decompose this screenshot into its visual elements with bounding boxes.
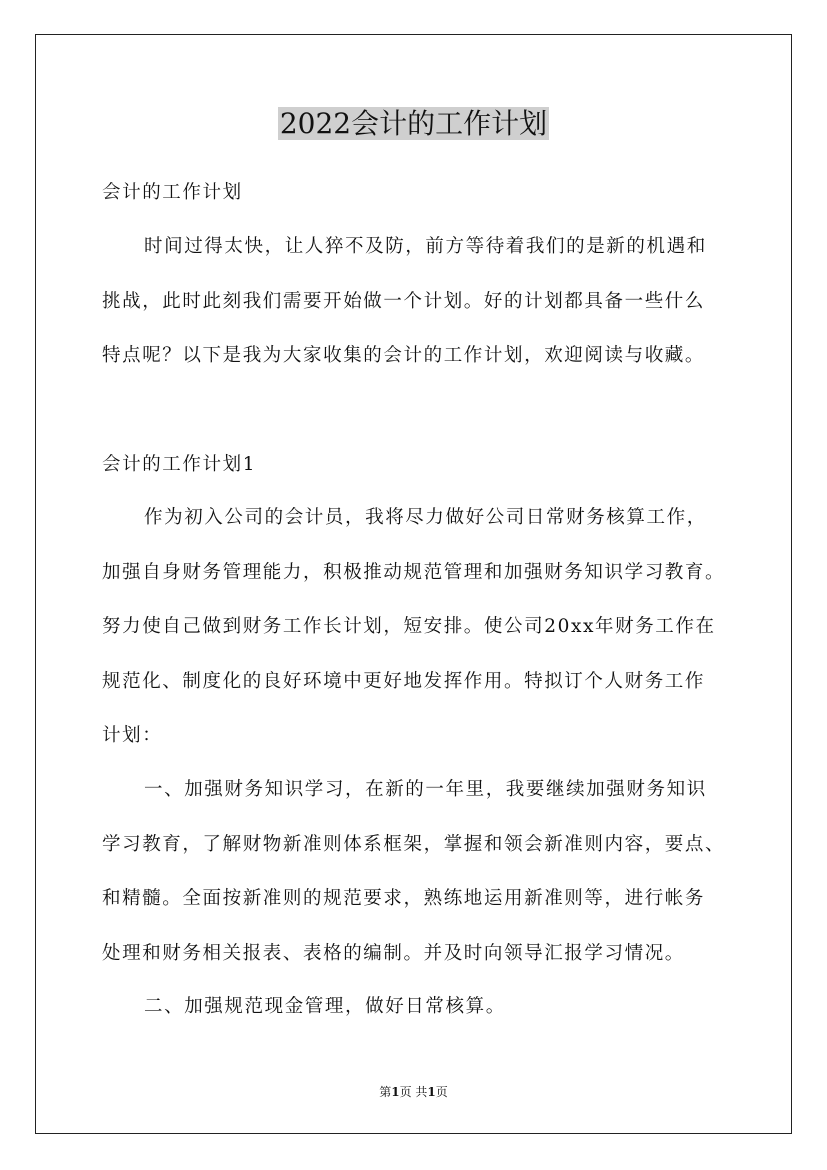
intro-line-2: 挑战，此时此刻我们需要开始做一个计划。好的计划都具备一些什么 bbox=[102, 290, 706, 312]
intro-line-1: 时间过得太快，让人猝不及防，前方等待着我们的是新的机遇和 bbox=[144, 236, 707, 257]
document-title bbox=[0, 104, 827, 144]
item1-paragraph bbox=[102, 763, 742, 981]
page-footer bbox=[0, 1082, 827, 1102]
item1-line-2: 学习教育，了解财物新准则体系框架，掌握和领会新准则内容，要点、 bbox=[102, 833, 726, 855]
section-line-4: 规范化、制度化的良好环境中更好地发挥作用。特拟订个人财务工作 bbox=[102, 670, 706, 692]
footer-mid: 页 共 bbox=[399, 1085, 428, 1099]
document-subtitle: 会计的工作计划 bbox=[102, 182, 243, 203]
footer-prefix: 第 bbox=[379, 1085, 392, 1099]
document-title-text: 2022会计的工作计划 bbox=[279, 107, 548, 140]
item2-line-1: 二、加强规范现金管理，做好日常核算。 bbox=[144, 996, 506, 1017]
item2-paragraph bbox=[102, 980, 742, 1035]
item1-line-3: 和精髓。全面按新准则的规范要求，熟练地运用新准则等，进行帐务 bbox=[102, 888, 706, 909]
item1-line-4: 处理和财务相关报表、表格的编制。并及时向领导汇报学习情况。 bbox=[102, 942, 685, 964]
footer-page-total: 1 bbox=[427, 1085, 436, 1099]
section-line-2: 加强自身财务管理能力，积极推动规范管理和加强财务知识学习教育。 bbox=[102, 561, 726, 583]
section-line-5: 计划： bbox=[102, 725, 163, 746]
item1-line-1: 一、加强财务知识学习，在新的一年里，我要继续加强财务知识 bbox=[144, 779, 707, 800]
section-line-1: 作为初入公司的会计员，我将尽力做好公司日常财务核算工作， bbox=[144, 507, 707, 528]
footer-suffix: 页 bbox=[435, 1085, 448, 1099]
footer-page-number: 1 bbox=[391, 1085, 400, 1099]
intro-line-3: 特点呢？以下是我为大家收集的会计的工作计划，欢迎阅读与收藏。 bbox=[102, 345, 706, 366]
section-heading: 会计的工作计划1 bbox=[102, 454, 257, 475]
section-paragraph bbox=[102, 491, 742, 764]
intro-paragraph bbox=[102, 220, 742, 384]
section-line-3: 努力使自己做到财务工作长计划，短安排。使公司20xx年财务工作在 bbox=[102, 616, 716, 637]
